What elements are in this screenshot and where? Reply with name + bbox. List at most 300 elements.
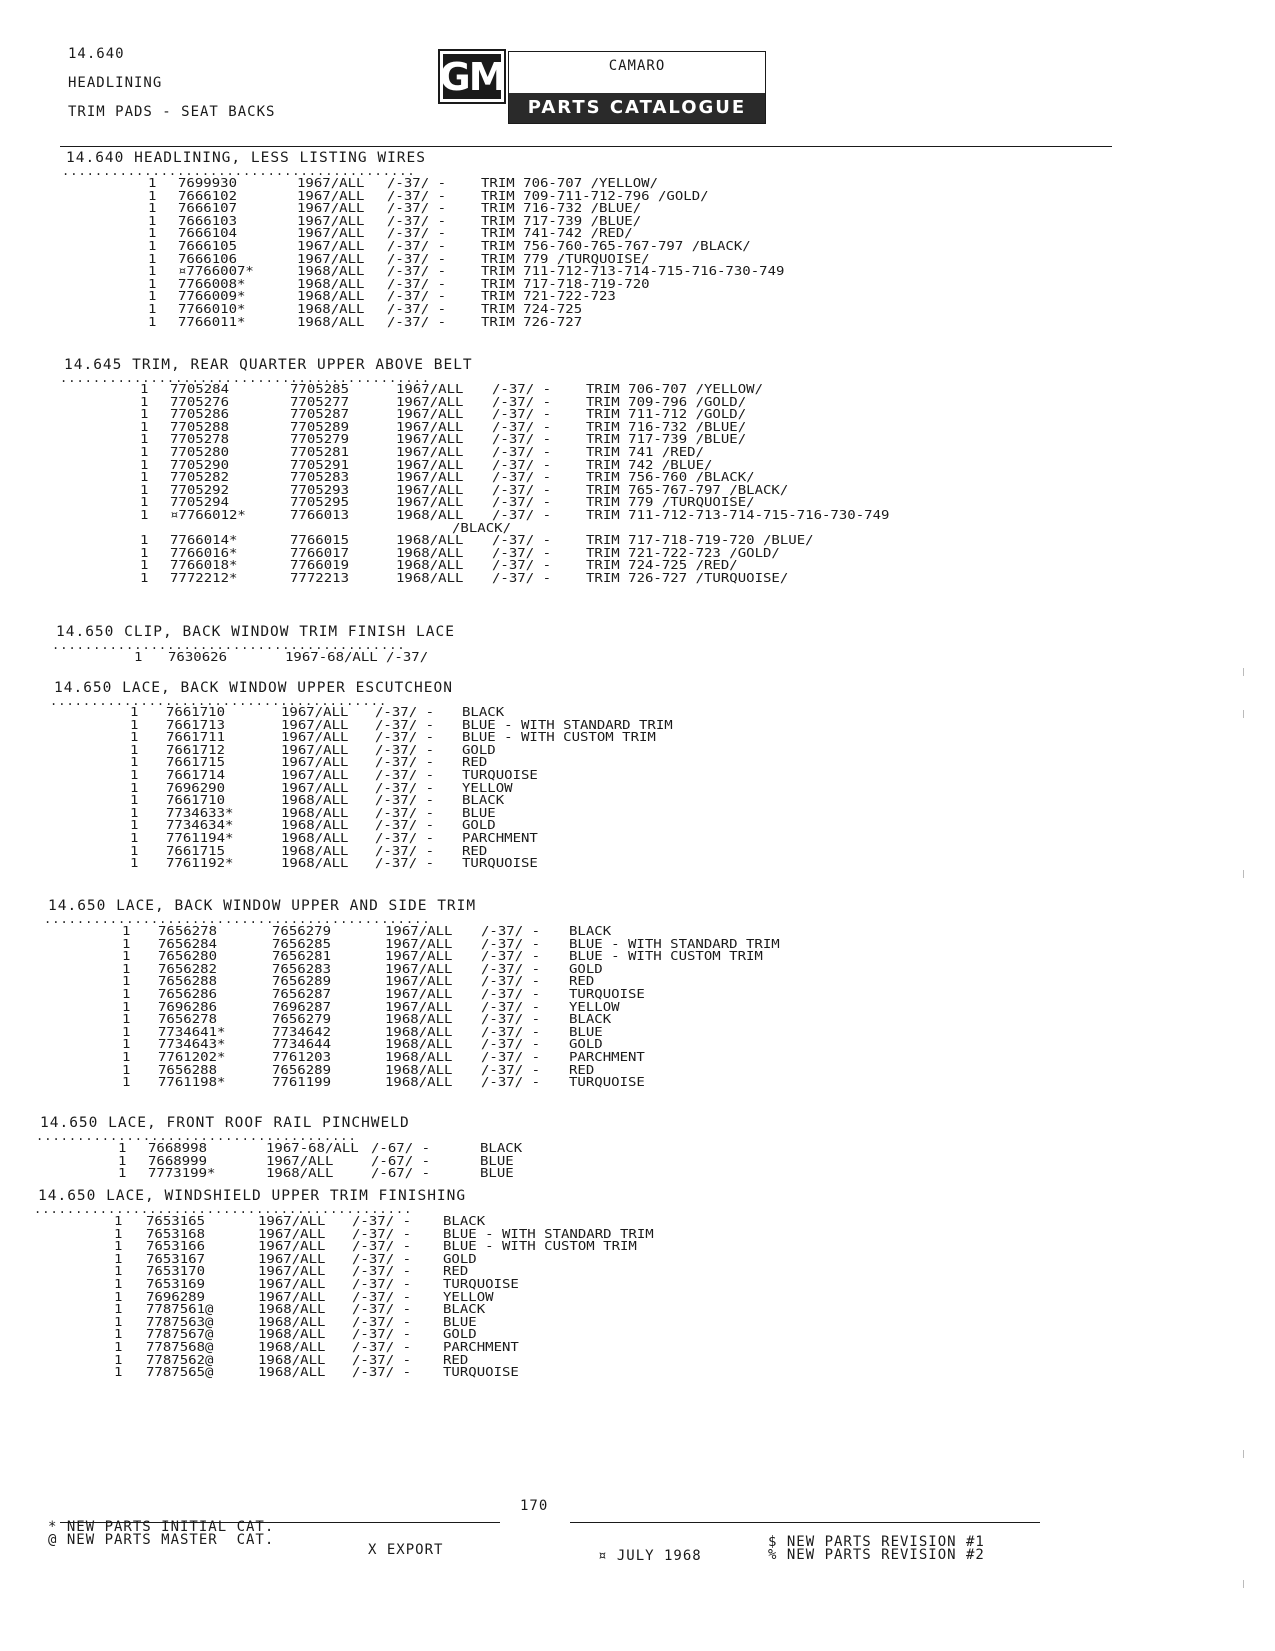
body-code: /-37/ - [375,717,435,733]
part-number-2: 7705293 [290,482,350,498]
model-years: 1968/ALL [281,818,349,833]
quantity: 1 [130,755,139,770]
part-number: 7666102 [178,188,238,204]
model-years: 1967/ALL [385,974,453,989]
quantity: 1 [122,974,131,989]
quantity: 1 [130,831,139,846]
footer-rule-right [570,1522,1040,1523]
body-code: /-37/ - [492,482,552,498]
body-code: /-67/ - [371,1166,431,1181]
description: TRIM 716-732 /BLUE/ [586,419,747,435]
quantity: 1 [130,705,139,720]
body-code: /-37/ - [387,251,447,267]
description: BLACK [443,1214,486,1229]
body-code: /-37/ - [375,768,435,783]
description: TRIM 717-718-719-720 [481,276,650,292]
description: TRIM 706-707 /YELLOW/ [481,176,659,191]
section-leader-dots: ......................................... [50,694,388,708]
section-leader-dots: ............................................. [60,371,431,385]
part-number: 7761192* [166,856,234,871]
description: TRIM 711-712 /GOLD/ [586,407,747,422]
description: TRIM 724-725 [481,302,583,317]
body-code: /-37/ - [481,974,541,989]
section-title: 14.650 CLIP, BACK WINDOW TRIM FINISH LACE [56,624,455,640]
part-number: 7653169 [146,1277,206,1292]
part-number-2: 7705281 [290,445,350,460]
part-number: 7766011* [178,314,246,330]
description: BLACK [480,1141,523,1156]
description: BLACK [462,705,505,720]
section-title: 14.650 LACE, BACK WINDOW UPPER AND SIDE TRIM [48,898,477,914]
quantity: 1 [122,936,131,952]
model-years: 1967/ALL [396,445,464,460]
quantity: 1 [114,1340,123,1355]
description: PARCHMENT [569,1050,645,1065]
body-code: /-37/ - [387,239,447,254]
quantity: 1 [148,264,157,279]
part-number-2: 7705291 [290,457,350,473]
description: BLUE [443,1314,477,1330]
body-code: /-37/ - [352,1302,412,1317]
model-years: 1967-68/ALL [266,1141,359,1156]
body-code: /-37/ - [387,176,447,191]
section-title: 14.645 TRIM, REAR QUARTER UPPER ABOVE BELT [64,357,473,373]
model-years: 1967/ALL [385,961,453,977]
model-years: 1967/ALL [385,987,453,1002]
body-code: /-67/ - [371,1153,431,1169]
body-code: /-37/ - [492,407,552,422]
quantity: 1 [122,961,131,977]
quantity: 1 [114,1239,123,1254]
model-years: 1967/ALL [396,419,464,435]
body-code: /-37/ - [481,1037,541,1052]
part-number: 7705290 [170,457,230,473]
scan-mark [1243,668,1244,676]
part-number: 7705288 [170,419,230,435]
model-years: 1967/ALL [258,1226,326,1242]
part-number-2: 7705279 [290,432,350,447]
part-number-2: 7656285 [272,936,332,952]
body-code: /-37/ - [387,188,447,204]
part-number-2: 7766017 [290,545,350,561]
quantity: 1 [114,1352,123,1368]
quantity: 1 [140,533,149,548]
part-number-2: 7696287 [272,999,332,1015]
body-code: /-37/ - [481,1050,541,1065]
model-years: 1967/ALL [258,1277,326,1292]
part-number: 7696289 [146,1289,206,1305]
part-number: 7656278 [158,924,218,939]
body-code: /-37/ - [375,793,435,808]
quantity: 1 [122,1062,131,1078]
header-subtitle-trim-pads: TRIM PADS - SEAT BACKS [68,104,276,120]
section-leader-dots: ....................................... [36,1129,357,1143]
quantity: 1 [130,768,139,783]
legend-revision-2: % NEW PARTS REVISION #2 [768,1547,985,1563]
model-years: 1968/ALL [258,1302,326,1317]
part-number-2: 7772213 [290,571,350,586]
quantity: 1 [130,793,139,808]
model-years: 1968/ALL [281,831,349,846]
body-code: /-37/ - [492,419,552,435]
body-code: /-37/ - [352,1277,412,1292]
quantity: 1 [140,432,149,447]
body-code: /-37/ - [352,1327,412,1342]
description: TURQUOISE [569,987,645,1002]
body-code: /-37/ - [492,495,552,510]
quantity: 1 [140,445,149,460]
header-rule [60,146,1112,147]
body-code: /-37/ - [481,1012,541,1027]
part-number: 7666105 [178,239,238,254]
quantity: 1 [148,251,157,267]
part-number: 7666104 [178,226,238,241]
section-title: 14.640 HEADLINING, LESS LISTING WIRES [66,150,427,166]
model-years: 1967/ALL [396,470,464,485]
body-code: /-37/ [386,650,429,665]
description: TRIM 709-796 /GOLD/ [586,394,747,410]
part-number-2: 7656281 [272,949,332,964]
model-years: 1968/ALL [385,1024,453,1040]
part-number: 7666106 [178,251,238,267]
part-number-2: 7761203 [272,1050,332,1065]
quantity: 1 [122,1075,131,1090]
part-number: 7661713 [166,717,226,733]
scan-mark [1243,1580,1244,1588]
model-years: 1968/ALL [385,1062,453,1078]
quantity: 1 [130,730,139,745]
description: TRIM 717-718-719-720 /BLUE/ [586,533,814,548]
description: TURQUOISE [443,1277,519,1292]
body-code: /-37/ - [387,226,447,241]
part-number: 7734643* [158,1037,226,1052]
model-years: 1967/ALL [258,1214,326,1229]
model-years: 1968/ALL [396,533,464,548]
body-code: /-37/ - [352,1226,412,1242]
model-years: 1968/ALL [297,289,365,304]
section-title: 14.650 LACE, BACK WINDOW UPPER ESCUTCHEON [54,680,453,696]
description: TRIM 709-711-712-796 /GOLD/ [481,188,709,204]
quantity: 1 [122,1024,131,1040]
quantity: 1 [148,276,157,292]
model-years: 1967/ALL [258,1239,326,1254]
model-years: 1967/ALL [297,226,365,241]
model-years: 1967/ALL [258,1264,326,1279]
quantity: 1 [118,1166,127,1181]
description: TURQUOISE [443,1365,519,1380]
part-number-2: 7761199 [272,1075,332,1090]
model-years: 1968/ALL [297,314,365,330]
description: BLUE - WITH STANDARD TRIM [569,936,780,952]
description: RED [462,755,488,770]
section-title: 14.650 LACE, FRONT ROOF RAIL PINCHWELD [40,1115,410,1131]
parts-catalogue-banner: PARTS CATALOGUE [509,93,765,123]
description: TRIM 716-732 /BLUE/ [481,201,642,216]
body-code: /-37/ - [352,1314,412,1330]
model-years: 1968/ALL [396,558,464,573]
body-code: /-37/ - [492,394,552,410]
quantity: 1 [148,239,157,254]
description: GOLD [462,818,496,833]
quantity: 1 [148,314,157,330]
description: TRIM 779 /TURQUOISE/ [481,251,650,267]
description: BLACK [443,1302,486,1317]
quantity: 1 [148,289,157,304]
body-code: /-37/ - [352,1214,412,1229]
part-number: 7661710 [166,705,226,720]
model-years: 1968/ALL [258,1340,326,1355]
body-code: /-37/ - [492,432,552,447]
section-leader-dots: ........................................... [52,638,406,652]
catalogue-title-box [508,51,766,124]
part-number: 7656278 [158,1012,218,1027]
part-number: 7653168 [146,1226,206,1242]
description: TRIM 756-760 /BLACK/ [586,470,755,485]
description: YELLOW [569,999,620,1015]
body-code: /-37/ - [481,987,541,1002]
description: BLUE [462,805,496,821]
description: TRIM 741 /RED/ [586,445,705,460]
description: BLUE - WITH CUSTOM TRIM [569,949,763,964]
part-number: 7705286 [170,407,230,422]
model-years: 1967/ALL [396,457,464,473]
quantity: 1 [134,650,143,665]
body-code: /-37/ - [492,508,552,523]
row-continuation-note: /BLACK/ [452,520,512,536]
model-years: 1967/ALL [385,999,453,1015]
description: TURQUOISE [462,768,538,783]
part-number: 7766014* [170,533,238,548]
quantity: 1 [140,457,149,473]
part-number-2: 7766013 [290,508,350,523]
description: RED [443,1264,469,1279]
part-number-2: 7734642 [272,1024,332,1040]
catalogue-date: ¤ JULY 1968 [598,1548,702,1564]
section-leader-dots: .............................................. [34,1202,413,1216]
part-number: 7656284 [158,936,218,952]
part-number-2: 7656289 [272,1062,332,1078]
model-years: 1968/ALL [258,1327,326,1342]
model-years: 1967/ALL [396,407,464,422]
part-number-2: 7656283 [272,961,332,977]
quantity: 1 [118,1153,127,1169]
model-years: 1968/ALL [297,302,365,317]
body-code: /-37/ - [352,1251,412,1267]
body-code: /-37/ - [492,545,552,561]
body-code: /-37/ - [375,705,435,720]
model-years: 1967/ALL [266,1153,334,1169]
part-number-2: 7705285 [290,382,350,397]
model-years: 1968/ALL [281,856,349,871]
part-number: 7653166 [146,1239,206,1254]
part-number: ¤7766012* [170,508,246,523]
quantity: 1 [130,805,139,821]
model-years: 1968/ALL [297,276,365,292]
quantity: 1 [114,1277,123,1292]
part-number-2: 7705283 [290,470,350,485]
model-years: 1968/ALL [297,264,365,279]
part-number: 7705294 [170,495,230,510]
part-number: 7787568@ [146,1340,214,1355]
body-code: /-37/ - [375,730,435,745]
model-years: 1968/ALL [258,1352,326,1368]
part-number: 7766016* [170,545,238,561]
description: TURQUOISE [569,1075,645,1090]
quantity: 1 [140,558,149,573]
body-code: /-37/ - [492,382,552,397]
model-years: 1968/ALL [281,843,349,859]
quantity: 1 [114,1289,123,1305]
description: RED [569,1062,595,1078]
body-code: /-37/ - [492,457,552,473]
part-number: 7705284 [170,382,230,397]
description: PARCHMENT [462,831,538,846]
part-number: 7787562@ [146,1352,214,1368]
description: TRIM 711-712-713-714-715-716-730-749 [481,264,785,279]
part-number-2: 7656279 [272,1012,332,1027]
part-number-2: 7656289 [272,974,332,989]
model-years: 1967/ALL [385,949,453,964]
body-code: /-67/ - [371,1141,431,1156]
quantity: 1 [122,1037,131,1052]
part-number: 7668999 [148,1153,208,1169]
quantity: 1 [140,419,149,435]
description: BLUE [480,1153,514,1169]
model-years: 1967/ALL [396,495,464,510]
part-number-2: 7705277 [290,394,350,410]
body-code: /-37/ - [352,1352,412,1368]
part-number: 7656286 [158,987,218,1002]
part-number-2: 7766019 [290,558,350,573]
part-number: 7668998 [148,1141,208,1156]
body-code: /-37/ - [481,936,541,952]
description: BLUE - WITH CUSTOM TRIM [443,1239,637,1254]
description: PARCHMENT [443,1340,519,1355]
part-number: 7734633* [166,805,234,821]
body-code: /-37/ - [492,533,552,548]
part-number: 7761198* [158,1075,226,1090]
model-years: 1968/ALL [385,1075,453,1090]
description: BLACK [462,793,505,808]
model-years: 1967-68/ALL [285,650,378,665]
quantity: 1 [148,302,157,317]
model-years: 1967/ALL [297,213,365,229]
part-number: 7661715 [166,755,226,770]
body-code: /-37/ - [492,558,552,573]
quantity: 1 [122,949,131,964]
part-number: 7787565@ [146,1365,214,1380]
body-code: /-37/ - [375,780,435,796]
quantity: 1 [122,1012,131,1027]
body-code: /-37/ - [375,831,435,846]
legend-new-initial: * NEW PARTS INITIAL CAT. [48,1519,275,1535]
model-years: 1968/ALL [258,1365,326,1380]
section-title: 14.650 LACE, WINDSHIELD UPPER TRIM FINISHING [38,1188,467,1204]
description: BLUE - WITH CUSTOM TRIM [462,730,656,745]
part-number: 7761202* [158,1050,226,1065]
section-leader-dots: ........................................... [62,164,416,178]
part-number: 7772212* [170,571,238,586]
model-years: 1967/ALL [281,780,349,796]
part-number-2: 7705287 [290,407,350,422]
part-number: 7787561@ [146,1302,214,1317]
scan-mark [1243,1450,1244,1458]
description: TRIM 779 /TURQUOISE/ [586,495,755,510]
body-code: /-37/ - [387,302,447,317]
quantity: 1 [130,818,139,833]
body-code: /-37/ - [375,843,435,859]
description: TRIM 721-722-723 [481,289,616,304]
part-number-2: 7656287 [272,987,332,1002]
part-number-2: 7705295 [290,495,350,510]
part-number: 7766010* [178,302,246,317]
model-years: 1967/ALL [385,936,453,952]
description: GOLD [443,1251,477,1267]
model-years: 1968/ALL [396,508,464,523]
quantity: 1 [130,843,139,859]
model-years: 1967/ALL [281,730,349,745]
model-years: 1968/ALL [281,793,349,808]
part-number: 7666103 [178,213,238,229]
body-code: /-37/ - [387,213,447,229]
part-number: 7656280 [158,949,218,964]
part-number: 7661710 [166,793,226,808]
body-code: /-37/ - [492,445,552,460]
part-number: 7705282 [170,470,230,485]
quantity: 1 [140,545,149,561]
quantity: 1 [130,780,139,796]
part-number: 7734641* [158,1024,226,1040]
body-code: /-37/ - [481,999,541,1015]
model-years: 1967/ALL [396,482,464,498]
quantity: 1 [114,1264,123,1279]
quantity: 1 [130,856,139,871]
description: BLACK [569,1012,612,1027]
part-number: 7766009* [178,289,246,304]
quantity: 1 [114,1365,123,1380]
model-years: 1967/ALL [281,755,349,770]
body-code: /-37/ - [387,276,447,292]
model-years: 1968/ALL [396,571,464,586]
body-code: /-37/ - [481,1062,541,1078]
body-code: /-37/ - [481,961,541,977]
model-years: 1968/ALL [281,805,349,821]
description: YELLOW [462,780,513,796]
description: BLACK [569,924,612,939]
model-years: 1968/ALL [385,1012,453,1027]
quantity: 1 [122,924,131,939]
section-number: 14.640 [68,46,125,62]
part-number: 7653170 [146,1264,206,1279]
quantity: 1 [140,571,149,586]
part-number: 7787563@ [146,1314,214,1330]
quantity: 1 [140,508,149,523]
quantity: 1 [148,213,157,229]
body-code: /-37/ - [387,289,447,304]
quantity: 1 [114,1214,123,1229]
body-code: /-37/ - [352,1289,412,1305]
quantity: 1 [140,482,149,498]
part-number: 7734634* [166,818,234,833]
description: TRIM 717-739 /BLUE/ [481,213,642,229]
description: TRIM 726-727 /TURQUOISE/ [586,571,789,586]
description: RED [443,1352,469,1368]
description: TRIM 721-722-723 /GOLD/ [586,545,780,561]
part-number-2: 7766015 [290,533,350,548]
scan-mark [1243,710,1244,718]
model-years: 1967/ALL [297,176,365,191]
description: TRIM 741-742 /RED/ [481,226,633,241]
